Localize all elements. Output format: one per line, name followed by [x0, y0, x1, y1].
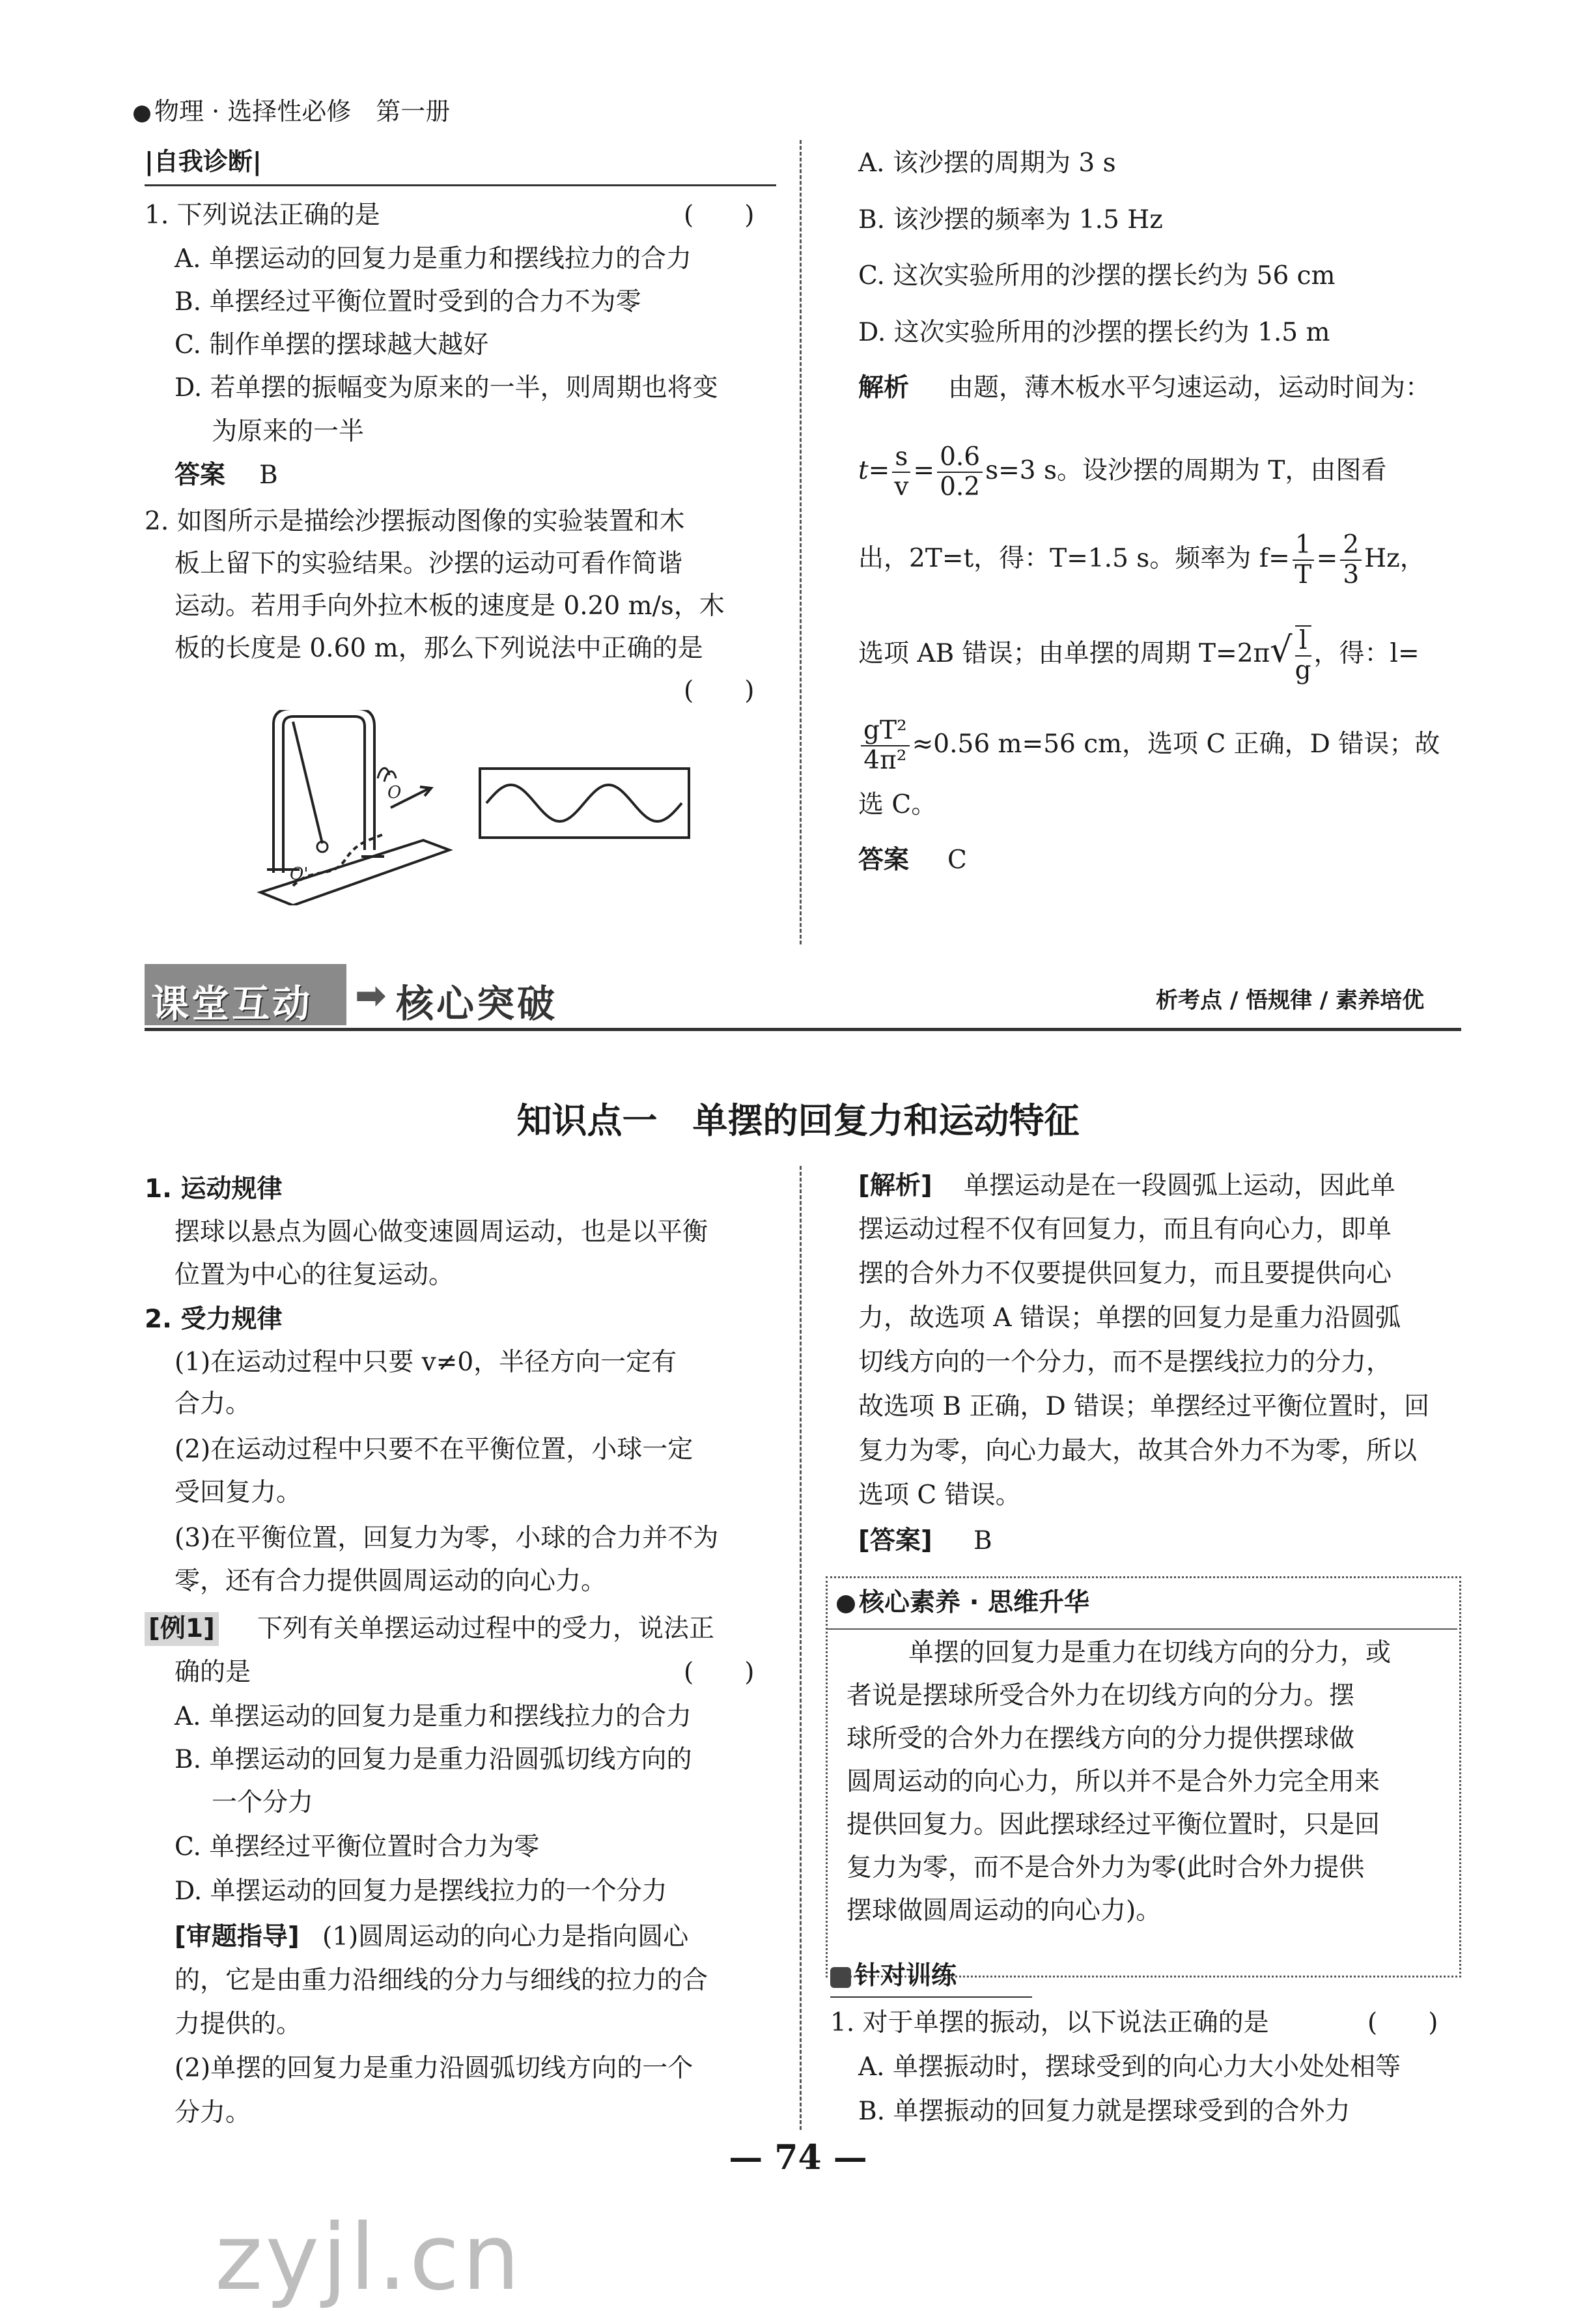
q2-line-3: 运动。若用手向外拉木板的速度是 0.20 m/s，木	[175, 591, 725, 621]
answer-label: [答案]	[858, 1526, 932, 1555]
bullet-icon	[837, 1595, 855, 1613]
core-line-3: 球所受的合外力在摆线方向的分力提供摆球做	[847, 1724, 1355, 1753]
banner-left-title: 课堂互动	[151, 982, 313, 1026]
training-q1-option-a: A. 单摆振动时，摆球受到的向心力大小处处相等	[858, 2052, 1401, 2082]
banner-right-title: 核心突破	[396, 982, 558, 1026]
label-o: O	[387, 783, 402, 802]
q1-option-b: B. 单摆经过平衡位置时受到的合力不为零	[175, 287, 641, 317]
q1-answer-label: 答案	[175, 461, 226, 490]
core-line-7: 摆球做圆周运动的向心力)。	[847, 1896, 1162, 1925]
sine-wave-trace	[486, 785, 682, 821]
core-box-rule	[828, 1628, 1457, 1630]
column-divider-bottom	[800, 1166, 802, 2130]
p-force-5: (3)在平衡位置，回复力为零，小球的合力并不为	[175, 1524, 719, 1553]
example-option-d: D. 单摆运动的回复力是摆线拉力的一个分力	[175, 1877, 667, 1906]
p-force-3: (2)在运动过程中只要不在平衡位置，小球一定	[175, 1435, 693, 1464]
column-divider-top	[800, 140, 802, 944]
q2-jiexi-line-3: 出，2T=t，得：T=1.5 s。频率为 f= $\frac{1}{T}$ = $\frac{2}{3}$ Hz，	[858, 530, 1425, 589]
q2-answer: C	[947, 845, 967, 875]
example-option-b: B. 单摆运动的回复力是重力沿圆弧切线方向的	[175, 1745, 692, 1774]
h-motion-law: 1. 运动规律	[145, 1174, 283, 1204]
q2-option-d: D. 这次实验所用的沙摆的摆长约为 1.5 m	[858, 318, 1330, 347]
banner-rule	[145, 1028, 1461, 1031]
guide-line-2: 的，它是由重力沿细线的分力与细线的拉力的合	[175, 1966, 708, 1995]
core-line-6: 复力为零，而不是合外力为零(此时合外力提供	[847, 1853, 1365, 1882]
training-icon	[830, 1967, 851, 1988]
q1-stem: 1. 下列说法正确的是	[145, 201, 380, 230]
analysis-line-5: 切线方向的一个分力，而不是摆线拉力的分力，	[858, 1348, 1392, 1377]
q1-option-a: A. 单摆运动的回复力是重力和摆线拉力的合力	[175, 244, 692, 274]
q2-line-2: 板上留下的实验结果。沙摆的运动可看作简谐	[175, 549, 683, 578]
self-diagnosis-tag: |自我诊断|	[145, 147, 262, 176]
training-underline	[830, 1996, 1032, 1998]
analysis-label: [解析]	[858, 1171, 932, 1200]
q1-option-d-cont: 为原来的一半	[212, 417, 365, 446]
guide-line-1: (1)圆周运动的向心力是指向圆心	[322, 1922, 689, 1951]
core-line-4: 圆周运动的向心力，所以并不是合外力完全用来	[847, 1767, 1380, 1796]
training-title: 针对训练	[830, 1959, 957, 1993]
example-stem: 下列有关单摆运动过程中的受力，说法正	[257, 1614, 715, 1643]
training-q1-stem: 1. 对于单摆的振动，以下说法正确的是	[830, 2008, 1269, 2037]
q1-option-d: D. 若单摆的振幅变为原来的一半，则周期也将变	[175, 373, 718, 403]
guide-line-5: 分力。	[175, 2098, 251, 2127]
banner-tags: 析考点 / 悟规律 / 素养培优	[1156, 987, 1425, 1014]
h-force-law: 2. 受力规律	[145, 1305, 283, 1334]
bullet-icon	[133, 106, 150, 122]
q2-jiexi-line-1: 由题，薄木板水平匀速运动，运动时间为：	[948, 373, 1431, 403]
arrow-right-icon: ➡	[355, 973, 389, 1017]
q2-jiexi-label: 解析	[858, 373, 910, 403]
guide-line-4: (2)单摆的回复力是重力沿圆弧切线方向的一个	[175, 2054, 693, 2083]
analysis-line-2: 摆运动过程不仅有回复力，而且有向心力，即单	[858, 1215, 1392, 1244]
guide-line-3: 力提供的。	[175, 2009, 302, 2039]
example-option-b-cont: 一个分力	[212, 1788, 314, 1817]
analysis-line-4: 力，故选项 A 错误；单摆的回复力是重力沿圆弧	[858, 1303, 1401, 1333]
q1-option-c: C. 制作单摆的摆球越大越好	[175, 330, 489, 360]
watermark: zyjl.cn	[215, 2205, 523, 2311]
example-blank: ( )	[684, 1658, 755, 1687]
q2-line-4: 板的长度是 0.60 m，那么下列说法中正确的是	[175, 634, 703, 663]
analysis-line-3: 摆的合外力不仅要提供回复力，而且要提供向心	[858, 1259, 1392, 1288]
q2-option-b: B. 该沙摆的频率为 1.5 Hz	[858, 205, 1163, 234]
p-motion-1: 摆球以悬点为圆心做变速圆周运动，也是以平衡	[175, 1217, 708, 1247]
q1-answer: B	[259, 461, 278, 490]
training-q1-blank: ( )	[1367, 2008, 1438, 2037]
p-motion-2: 位置为中心的往复运动。	[175, 1260, 455, 1290]
q2-option-c: C. 这次实验所用的沙摆的摆长约为 56 cm	[858, 261, 1336, 291]
core-literacy-title: 核心素养 · 思维升华	[837, 1586, 1089, 1620]
sand-pendulum-figure	[254, 710, 462, 905]
tag-underline	[145, 184, 776, 186]
label-o-prime: O'	[290, 864, 309, 884]
analysis-line-7: 复力为零，向心力最大，故其合外力不为零，所以	[858, 1436, 1418, 1466]
p-force-6: 零，还有合力提供圆周运动的向心力。	[175, 1567, 607, 1596]
core-line-1: 单摆的回复力是重力在切线方向的分力，或	[908, 1638, 1392, 1667]
example-label: [例1]	[145, 1612, 219, 1646]
core-line-2: 者说是摆球所受合外力在切线方向的分力。摆	[847, 1681, 1355, 1710]
training-q1-option-b: B. 单摆振动的回复力就是摆球受到的合外力	[858, 2097, 1351, 2126]
answer-value: B	[973, 1526, 992, 1555]
example-option-a: A. 单摆运动的回复力是重力和摆线拉力的合力	[175, 1702, 692, 1731]
q2-answer-label: 答案	[858, 845, 910, 875]
analysis-line-1: 单摆运动是在一段圆弧上运动，因此单	[964, 1171, 1396, 1200]
guide-label: [审题指导]	[175, 1922, 300, 1951]
q2-option-a: A. 该沙摆的周期为 3 s	[858, 149, 1116, 178]
p-force-2: 合力。	[175, 1389, 251, 1419]
section-title: 知识点一 单摆的回复力和运动特征	[516, 1100, 1080, 1141]
q2-jiexi-line-6: 选 C。	[858, 790, 937, 819]
q2-blank: ( )	[684, 676, 755, 705]
q2-jiexi-line-5: $\frac{\text{gT²}}{\text{4π²}}$ ≈0.56 m=56 cm，选项 C 正确，D 错误；故	[858, 716, 1440, 775]
analysis-line-6: 故选项 B 正确，D 错误；单摆经过平衡位置时，回	[858, 1392, 1430, 1421]
book-header: 物理 · 选择性必修 第一册	[133, 91, 450, 127]
q2-jiexi-line-2: t= $\frac{s}{v}$ = $\frac{0.6}{0.2}$ s=3 s。设沙摆的周期为 T，由图看	[858, 442, 1387, 502]
p-force-1: (1)在运动过程中只要 v≠0，半径方向一定有	[175, 1348, 677, 1377]
page-number: — 74 —	[729, 2138, 867, 2177]
analysis-line-8: 选项 C 错误。	[858, 1481, 1021, 1510]
q2-jiexi-line-4: 选项 AB 错误；由单摆的周期 T=2π√ $\frac{l}{g}$ ，得：l=	[858, 626, 1420, 685]
p-force-4: 受回复力。	[175, 1478, 302, 1507]
q1-blank: ( )	[684, 201, 755, 230]
example-stem-2: 确的是	[175, 1658, 251, 1687]
core-line-5: 提供回复力。因此摆球经过平衡位置时，只是回	[847, 1810, 1380, 1839]
q2-line-1: 2. 如图所示是描绘沙摆振动图像的实验装置和木	[145, 507, 685, 536]
example-option-c: C. 单摆经过平衡位置时合力为零	[175, 1832, 540, 1862]
board-trace-figure	[479, 767, 690, 839]
